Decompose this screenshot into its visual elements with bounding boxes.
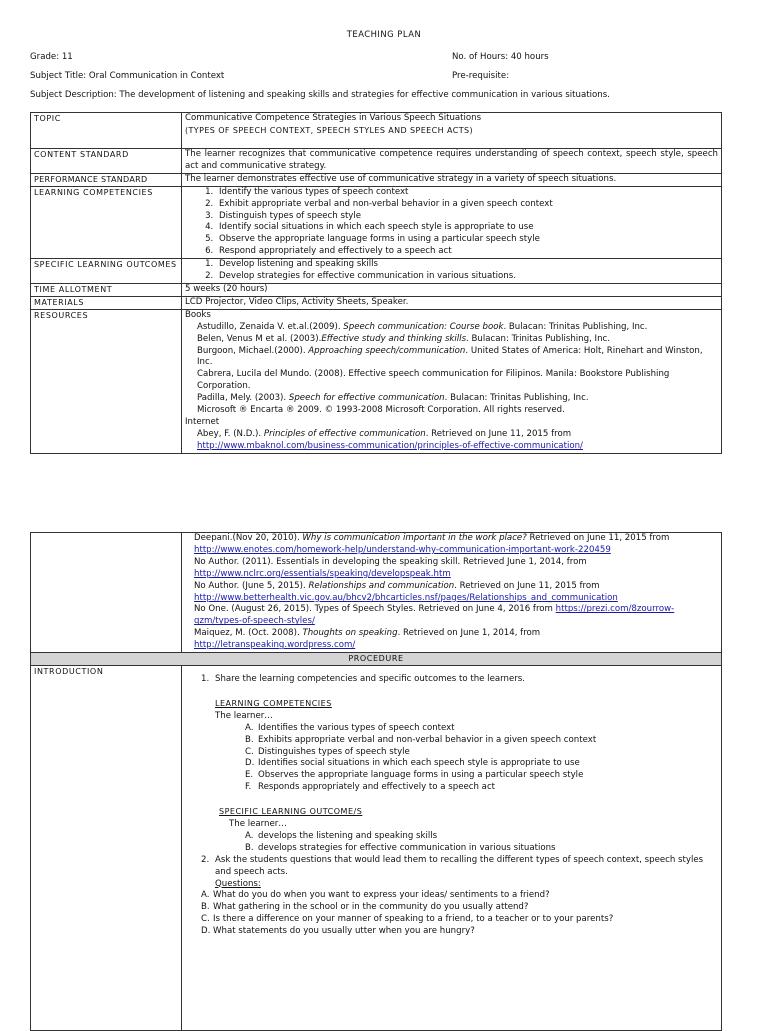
reference-item: Microsoft ® Encarta ® 2009. © 1993-2008 Microsoft Corporation. All rights reserved. [197,405,565,416]
materials-row [31,296,722,309]
learning-competencies-label: LEARNING COMPETENCIES [31,186,182,258]
reference-item: Deepani.(Nov 20, 2010). Why is communication important in the work place? Retrieved on June 11, 2015 from [194,533,670,543]
time-allotment-row [31,283,722,296]
step-1: 1. Share the learning competencies and specific outcomes to the learners. [201,673,525,684]
procedure-heading: PROCEDURE [31,653,722,666]
books-heading: Books [185,309,211,320]
subject-title-text: Subject Title: Oral Communication in Context [30,71,225,81]
resources-continued-row [31,533,722,653]
reference-link[interactable]: http://www.enotes.com/homework-help/understand-why-communication-important-work-220459 [194,544,611,555]
reference-item: No Author. (2011). Essentials in developing the speaking skill. Retrieved June 1, 2014, from [194,556,587,567]
slo-items-list [185,831,718,855]
plan-table-2 [30,532,722,1031]
list-item: C. Is there a difference on your manner of speaking to a friend, to a teacher or to your parents? [201,914,614,925]
reference-item: Padilla, Mely. (2003). Speech for effective communication. Bulacan: Trinitas Publishing, Inc. [197,393,589,404]
reference-item: No Author. (June 5, 2015). Relationships and communication. Retrieved on June 11, 2015 from [194,580,600,591]
list-item: B. develops strategies for effective communication in various situations [245,842,556,853]
learner-intro-2: The learner… [229,819,287,830]
list-item: C. Distinguishes types of speech style [245,746,410,757]
specific-outcomes-label: SPECIFIC LEARNING OUTCOMES [31,259,182,284]
grade-text: Grade: 11 [30,52,73,62]
reference-item: Burgoon, Michael.(2000). Approaching speech/communication. United States of America: Holt, Rinehart and Winston, Inc. [197,345,703,368]
topic-line-1: Communicative Competence Strategies in Various Speech Situations [185,113,482,123]
topic-line-2: (TYPES OF SPEECH CONTEXT, SPEECH STYLES AND SPEECH ACTS) [185,125,473,135]
list-item: B. What gathering in the school or in the community do you usually attend? [201,902,529,913]
reference-link[interactable]: qzm/types-of-speech-styles/ [194,616,315,627]
learning-competencies-value [182,186,722,258]
topic-row [31,113,722,149]
learning-competencies-row [31,186,722,258]
list-item: 6. Respond appropriately and effectively to a speech act [216,246,718,258]
list-item: D. Identifies social situations in which each speech style is appropriate to use [245,758,580,769]
resources-continued-value [182,533,722,653]
hours-text: No. of Hours: 40 hours [452,52,549,62]
introduction-label: INTRODUCTION [31,665,182,1030]
specific-outcomes-row [31,259,722,284]
list-item: A. Identifies the various types of speech context [245,722,455,733]
introduction-value [182,665,722,1030]
reference-item: Maiquez, M. (Oct. 2008). Thoughts on speaking. Retrieved on June 1, 2014, from [194,628,541,639]
topic-value [182,113,722,149]
reference-link[interactable]: http://letranspeaking.wordpress.com/ [194,640,356,651]
list-item: 4. Identify social situations in which each speech style is appropriate to use [216,222,718,234]
materials-label: MATERIALS [31,296,182,309]
empty-label-cell [31,533,182,653]
resources-label: RESOURCES [31,309,182,453]
content-standard-label: CONTENT STANDARD [31,149,182,174]
introduction-row [31,665,722,1030]
lc-items-list [185,723,718,794]
reference-item: Cabrera, Lucila del Mundo. (2008). Effective speech communication for Filipinos. Manila: Bookstore Publishing Corporation. [197,369,670,392]
reference-item: No One. (August 26, 2015). Types of Speech Styles. Retrieved on June 4, 2016 from https://prezi.com/8zourrow- [194,604,675,615]
time-allotment-label: TIME ALLOTMENT [31,283,182,296]
list-item: 5. Observe the appropriate language forms in using a particular speech style [216,234,718,246]
document-title: TEACHING PLAN [346,29,422,39]
list-item: A. develops the listening and speaking skills [245,830,438,841]
list-item: 2. Develop strategies for effective communication in various situations. [216,271,718,283]
list-item: A. What do you do when you want to express your ideas/ sentiments to a friend? [201,890,550,901]
questions-list [185,890,718,938]
reference-item: Belen, Venus M et al. (2003).Effective study and thinking skills. Bulacan: Trinitas Publishing, Inc. [197,333,610,344]
content-standard-row [31,149,722,174]
specific-outcomes-value [182,259,722,284]
list-item: E. Observes the appropriate language forms in using a particular speech style [245,770,584,781]
prerequisite-text: Pre-requisite: [452,71,510,81]
step-2: 2. Ask the students questions that would lead them to recalling the different types of speech context, speech styles and speech acts. [201,854,704,877]
outcomes-list [185,259,718,283]
content-standard-value: The learner recognizes that communicative competence requires understanding of speech context, speech style, speech act and communicative strategy. [182,149,722,174]
time-allotment-value: 5 weeks (20 hours) [182,283,722,296]
topic-label: TOPIC [31,113,182,149]
performance-standard-row [31,173,722,186]
list-item: 1. Identify the various types of speech context [216,187,718,199]
lc-heading: LEARNING COMPETENCIES [215,698,332,708]
list-item: 3. Distinguish types of speech style [216,211,718,223]
questions-heading: Questions: [215,878,261,889]
list-item: 1. Develop listening and speaking skills [216,259,718,271]
list-item: 2. Exhibit appropriate verbal and non-verbal behavior in a given speech context [216,199,718,211]
resources-value [182,309,722,453]
performance-standard-value: The learner demonstrates effective use of communicative strategy in a variety of speech situations. [182,173,722,186]
slo-heading: SPECIFIC LEARNING OUTCOME/S [219,807,363,817]
plan-table-1 [30,112,722,454]
reference-link[interactable]: http://www.betterhealth.vic.gov.au/bhcv2/bhcarticles.nsf/pages/Relationships_and_communication [194,592,618,603]
list-item: B. Exhibits appropriate verbal and non-verbal behavior in a given speech context [245,734,597,745]
reference-link[interactable]: http://www.nclrc.org/essentials/speaking/developspeak.htm [194,568,451,579]
reference-item [185,441,718,453]
list-item: D. What statements do you usually utter when you are hungry? [201,926,475,937]
internet-heading: Internet [185,416,220,427]
materials-value: LCD Projector, Video Clips, Activity Sheets, Speaker. [182,296,722,309]
list-item: F. Responds appropriately and effectively to a speech act [245,782,496,793]
reference-link[interactable]: http://www.mbaknol.com/business-communication/principles-of-effective-communication/ [197,440,583,451]
reference-link[interactable]: https://prezi.com/8zourrow- [555,604,675,615]
reference-item: Astudillo, Zenaida V. et.al.(2009). Speech communication: Course book. Bulacan: Trinitas Publishing, Inc. [197,321,648,332]
resources-row [31,309,722,453]
subject-description-text: Subject Description: The development of listening and speaking skills and strategies for effective communication in various situations. [30,90,610,100]
learner-intro-1: The learner… [215,710,273,721]
competencies-list [185,187,718,258]
performance-standard-label: PERFORMANCE STANDARD [31,173,182,186]
procedure-row [31,653,722,666]
reference-item: Abey, F. (N.D.). Principles of effective communication. Retrieved on June 11, 2015 from [197,428,572,439]
